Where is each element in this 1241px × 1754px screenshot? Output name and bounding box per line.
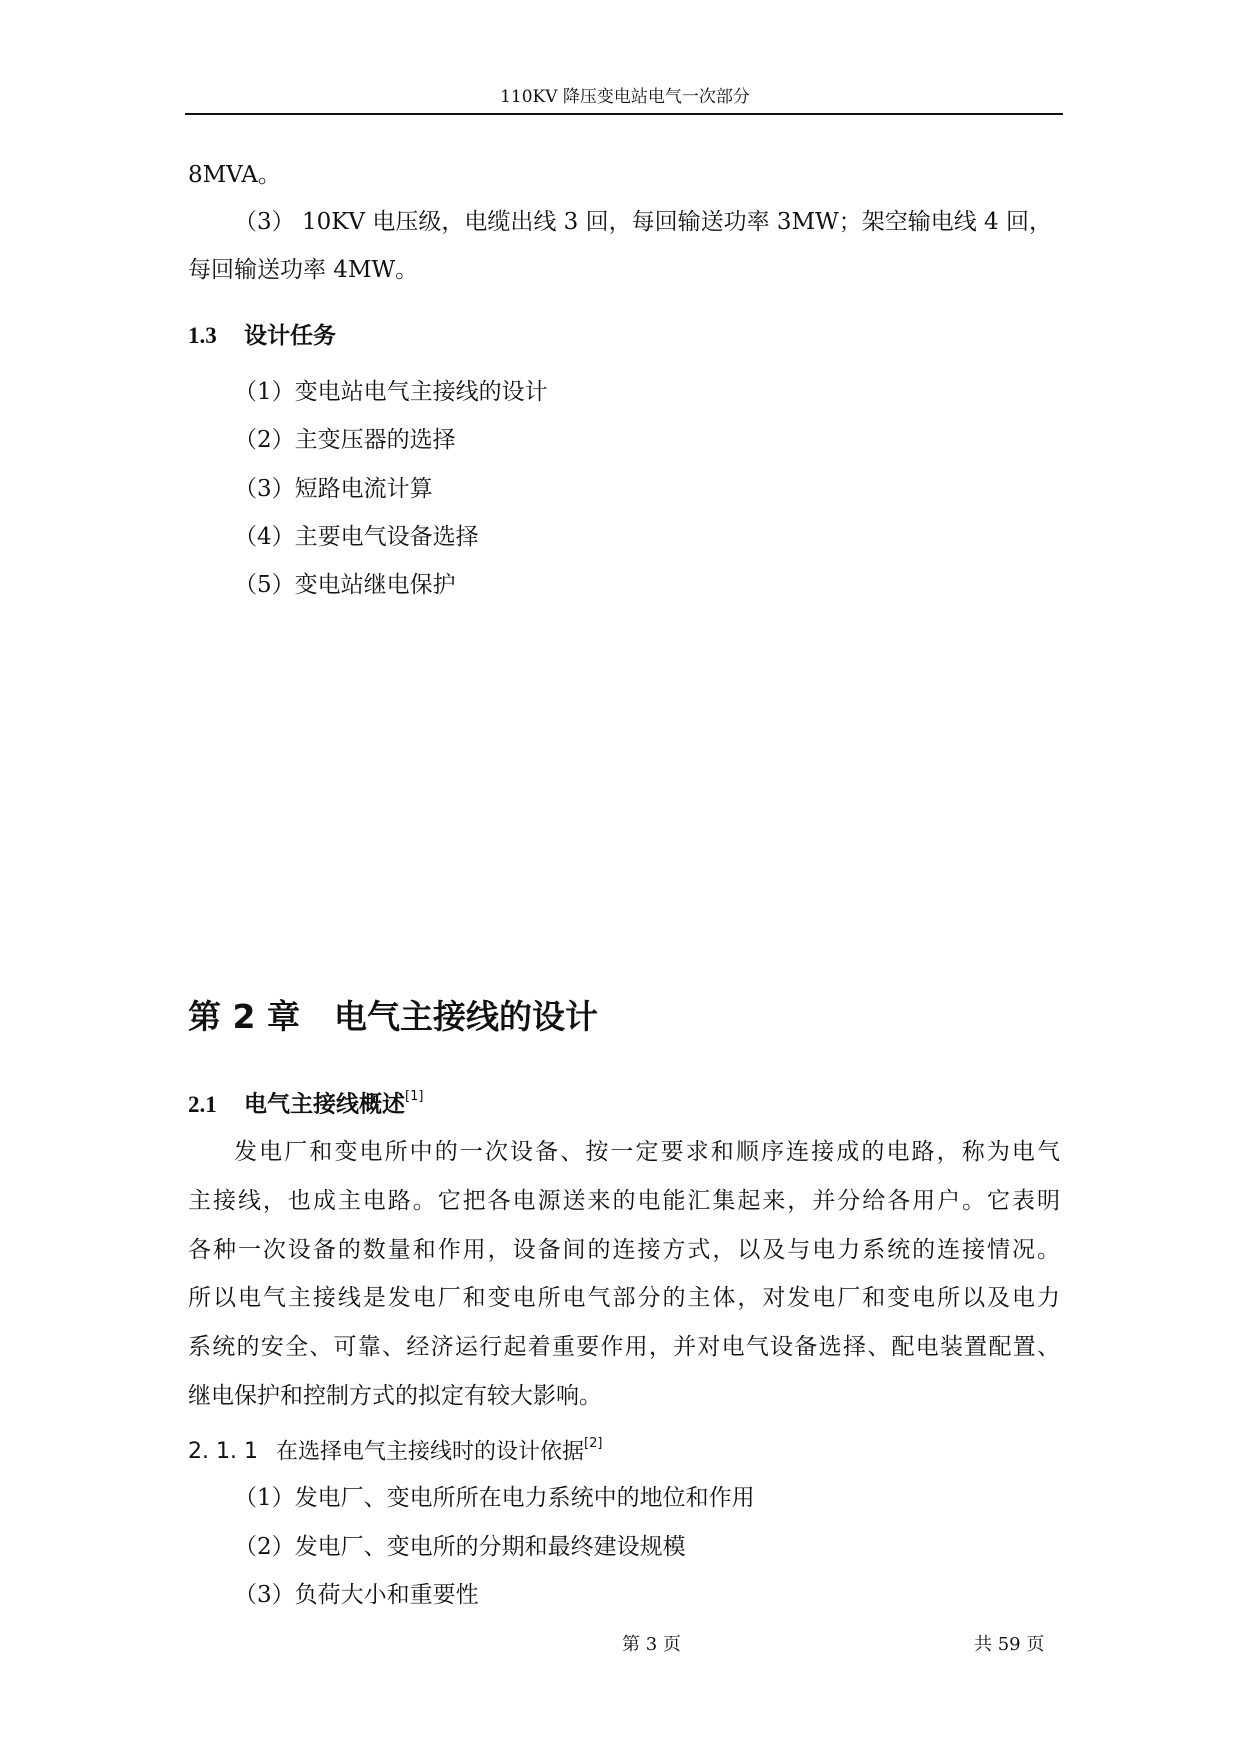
task-item: （1）变电站电气主接线的设计 — [234, 379, 548, 405]
section-1-3-heading — [188, 321, 336, 351]
basis-item: （2）发电厂、变电所的分期和最终建设规模 — [234, 1534, 686, 1560]
chapter-heading — [188, 996, 598, 1038]
section-2-1-heading — [188, 1085, 423, 1120]
basis-item: （1）发电厂、变电所所在电力系统中的地位和作用 — [234, 1485, 755, 1511]
citation-ref: [1] — [405, 1089, 424, 1104]
chapter-title: 电气主接线的设计 — [333, 997, 598, 1036]
running-header: 110KV 降压变电站电气一次部分 — [500, 87, 750, 107]
paragraph-line: 发电厂和变电所中的一次设备、按一定要求和顺序连接成的电路，称为电气 — [234, 1139, 1060, 1165]
subsection-title: 在选择电气主接线时的设计依据 — [276, 1439, 585, 1465]
paragraph-line: 系统的安全、可靠、经济运行起着重要作用，并对电气设备选择、配电装置配置、 — [188, 1334, 1060, 1360]
item-3-line-1: （3） 10KV 电压级，电缆出线 3 回，每回输送功率 3MW；架空输电线 4 回， — [234, 209, 1052, 235]
paragraph-line: 主接线，也成主电路。它把各电源送来的电能汇集起来，并分给各用户。它表明 — [188, 1188, 1060, 1214]
section-number: 2.1 — [188, 1091, 217, 1117]
task-item: （3）短路电流计算 — [234, 476, 433, 502]
page-number: 第 3 页 — [622, 1634, 681, 1655]
task-item: （5）变电站继电保护 — [234, 572, 456, 598]
section-number: 1.3 — [188, 323, 217, 348]
subsection-number: 2. 1. 1 — [188, 1439, 258, 1465]
citation-ref: [2] — [584, 1436, 603, 1451]
section-title: 设计任务 — [244, 323, 336, 349]
subsection-2-1-1-heading — [188, 1432, 602, 1467]
section-title: 电气主接线概述 — [244, 1091, 405, 1118]
page-total: 共 59 页 — [974, 1634, 1045, 1655]
task-item: （2）主变压器的选择 — [234, 427, 456, 453]
task-item: （4）主要电气设备选择 — [234, 524, 479, 550]
paragraph-line: 所以电气主接线是发电厂和变电所电气部分的主体，对发电厂和变电所以及电力 — [188, 1285, 1060, 1311]
paragraph-line: 继电保护和控制方式的拟定有较大影响。 — [188, 1383, 602, 1409]
basis-item: （3）负荷大小和重要性 — [234, 1582, 479, 1608]
chapter-number: 第 2 章 — [188, 997, 300, 1036]
continued-line: 8MVA。 — [188, 162, 281, 188]
paragraph-line: 各种一次设备的数量和作用，设备间的连接方式，以及与电力系统的连接情况。 — [188, 1237, 1060, 1263]
header-rule — [185, 113, 1063, 115]
item-3-line-2: 每回输送功率 4MW。 — [188, 257, 419, 283]
